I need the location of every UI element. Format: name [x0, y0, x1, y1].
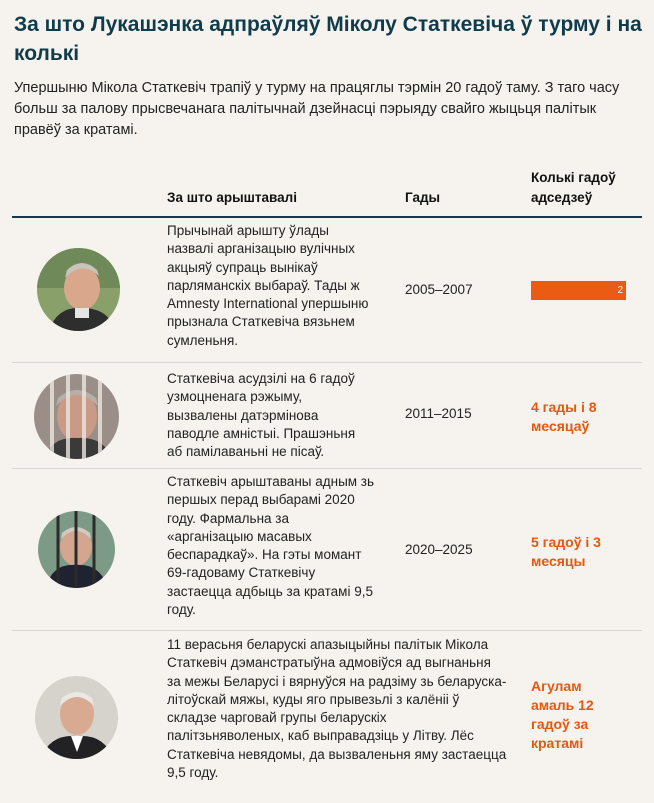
row-reason: 11 верасьня беларускі апазыцыйны палітык Мікола Статкевіч дэманстратыўна адмовіўся ад выгнаньня за межы Беларусі і вярнуўся на радзіму зь беларуска-літоўскай мяжы, куды яго прывезьлі з калёніі ў складзе чарговай групы беларускіх палітзьняволеных, каб выправадзіць у Літву. Лёс Статкевіча невядомы, да вызваленьня яму застаецца 9,5 году. [167, 637, 507, 781]
header-rule [12, 216, 642, 218]
row-sentence: Агулам амаль 12 гадоў за кратамі [531, 678, 594, 751]
row-reason: Прычынай арышту ўлады назвалі арганізацыю вулічных акцыяў супраць вынікаў парляманскіх выбараў. Тады ж Amnesty International упершыню прызнала Статкевіча вязьнем сумленьня. [167, 223, 369, 348]
row-sentence: 4 гады і 8 месяцаў [531, 399, 597, 434]
row-years: 2020–2025 [405, 542, 473, 557]
page-title: За што Лукашэнка адпраўляў Міколу Статкевіча ў турму і на колькі [14, 13, 642, 65]
row-reason: Статкевіч арыштаваны адным зь першых перад выбарамі 2020 году. Фармальна за «арганізацыю масавых беспарадкаў». На гэты момант 69-гадоваму Статкевічу застаецца адбыць за кратамі 9,5 году. [167, 474, 375, 618]
sentence-bar [531, 281, 626, 300]
header-years: Гады [405, 190, 441, 205]
intro-paragraph: Упершыню Мікола Статкевіч трапіў у турму на працяглы тэрмін 20 гадоў таму. З таго часу больш за палову прысвечанага палітычнай дзейнасці пэрыяду свайго жыцьця палітык правёў за кратамі. [14, 80, 620, 138]
row-reason: Статкевіча асудзілі на 6 гадоў узмоцненага рэжыму, вызвалены датэрмінова паводле амністыі. Прашэньня аб памілаваньні не пісаў. [167, 371, 356, 460]
header-sentence: Колькі гадоў адседзеў [531, 170, 616, 205]
sentence-bar-label: 2 [617, 285, 623, 296]
portrait-photo-3 [38, 511, 115, 588]
row-years: 2005–2007 [405, 282, 473, 297]
row-divider [12, 468, 642, 469]
portrait-photo-2 [34, 374, 119, 459]
header-reason: За што арыштавалі [167, 190, 298, 205]
row-divider [12, 362, 642, 363]
row-years: 2011–2015 [405, 406, 472, 421]
portrait-photo-1 [37, 248, 120, 331]
sentence-bar-fill [531, 281, 626, 300]
row-sentence: 5 гадоў і 3 месяцы [531, 534, 601, 569]
portrait-photo-4 [35, 676, 118, 759]
row-divider [12, 630, 642, 631]
